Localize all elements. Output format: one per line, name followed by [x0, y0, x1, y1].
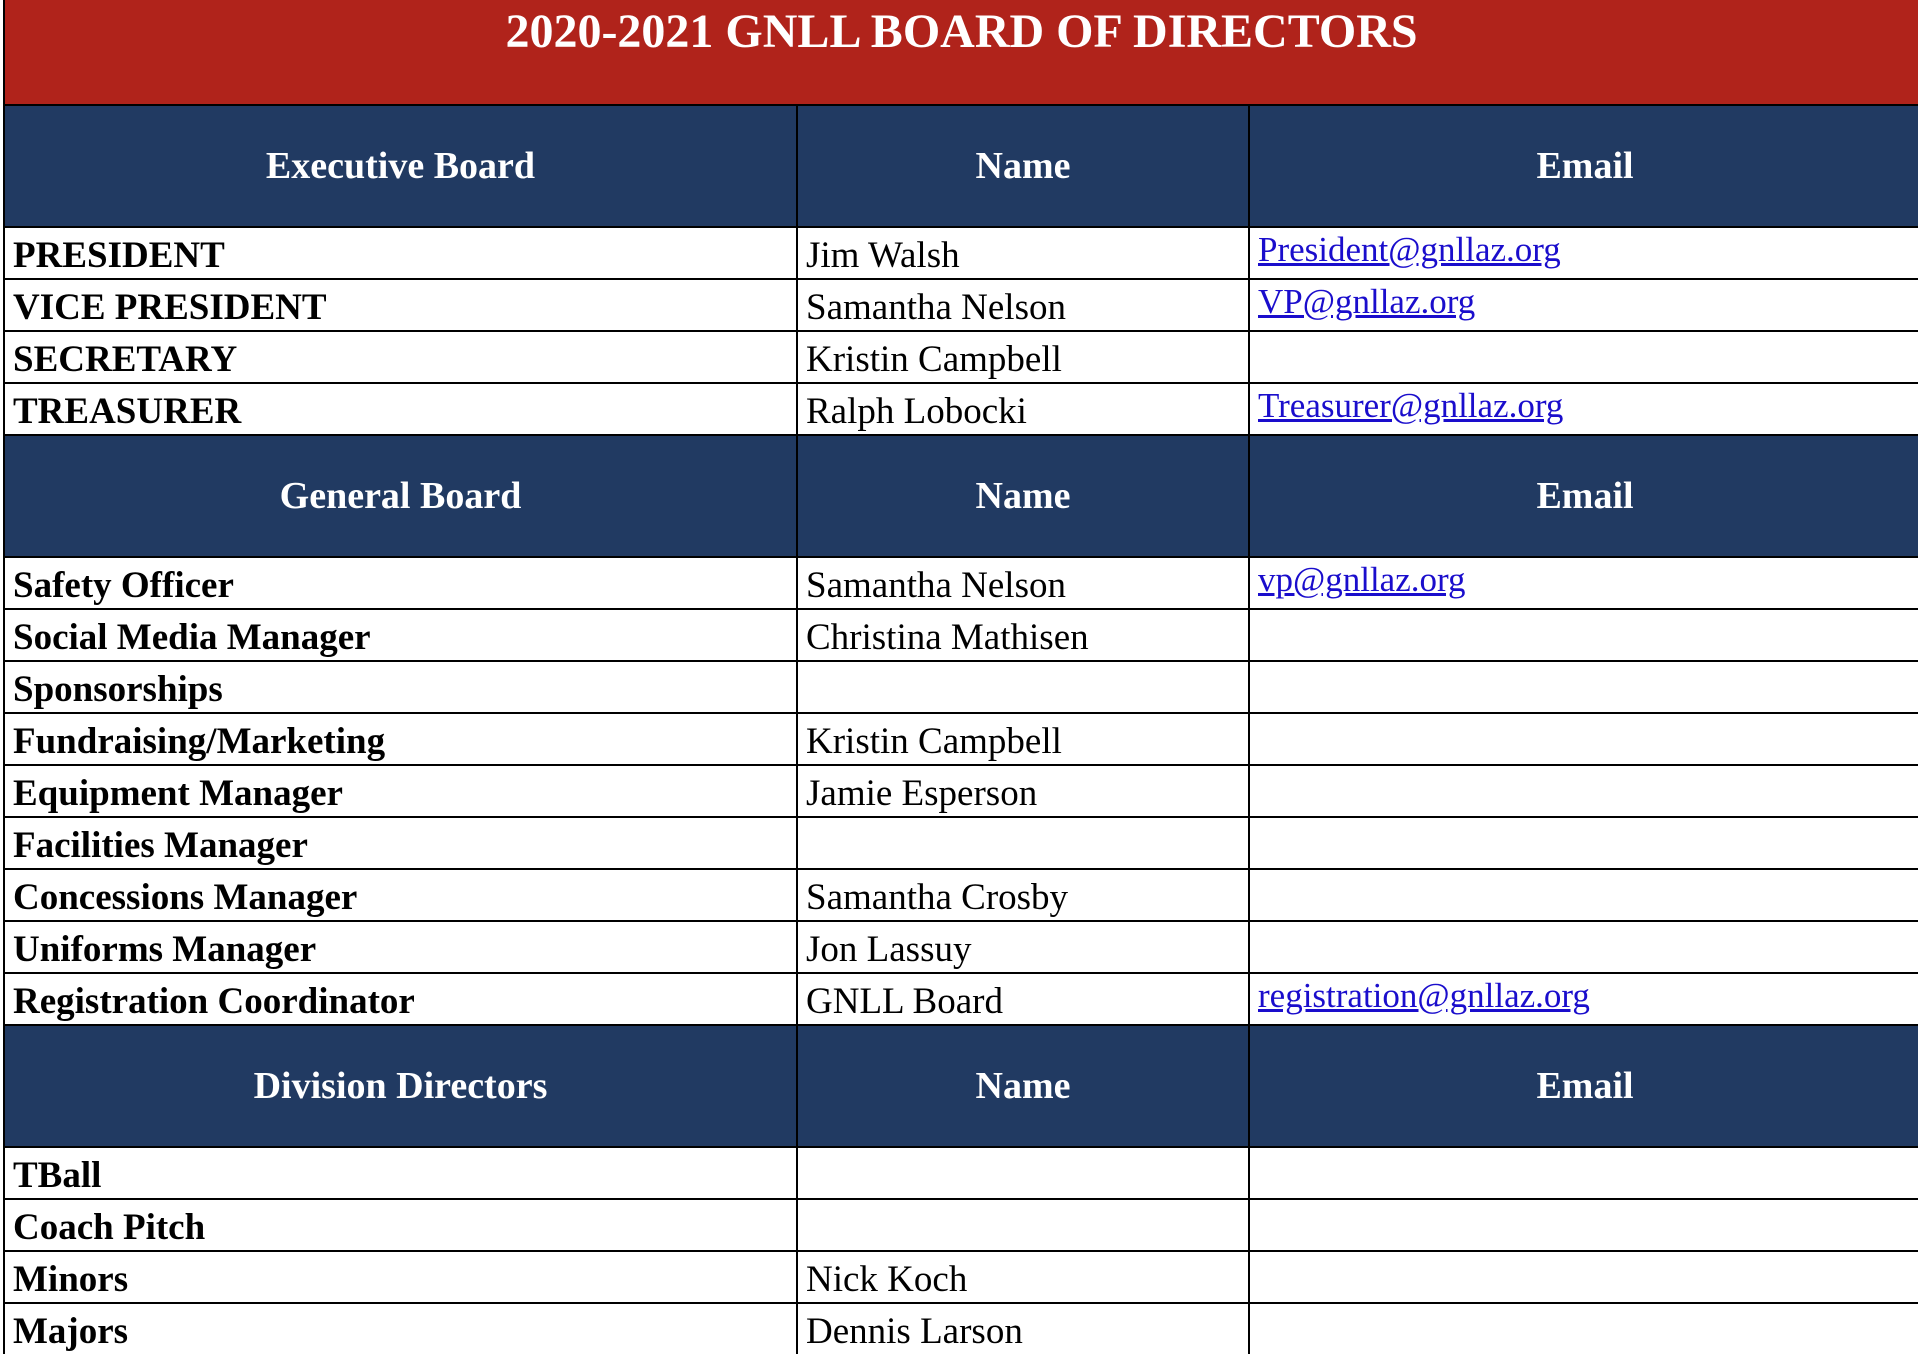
role-cell: Concessions Manager — [4, 869, 797, 921]
email-cell — [1249, 383, 1918, 435]
role-cell: Equipment Manager — [4, 765, 797, 817]
table-row — [4, 1199, 1918, 1251]
name-cell: Ralph Lobocki — [797, 383, 1249, 435]
name-cell: Samantha Nelson — [797, 279, 1249, 331]
section-title: Executive Board — [4, 105, 797, 227]
name-cell: Samantha Crosby — [797, 869, 1249, 921]
email-cell — [1249, 227, 1918, 279]
table-row — [4, 227, 1918, 279]
role-cell: Sponsorships — [4, 661, 797, 713]
name-column-header: Name — [797, 105, 1249, 227]
table-row — [4, 869, 1918, 921]
name-cell — [797, 817, 1249, 869]
role-cell: Majors — [4, 1303, 797, 1354]
email-cell — [1249, 1251, 1918, 1303]
table-row — [4, 713, 1918, 765]
email-cell — [1249, 817, 1918, 869]
email-column-header: Email — [1249, 1025, 1918, 1147]
table-row — [4, 973, 1918, 1025]
email-cell — [1249, 869, 1918, 921]
name-cell: Jamie Esperson — [797, 765, 1249, 817]
name-column-header: Name — [797, 435, 1249, 557]
role-cell: Fundraising/Marketing — [4, 713, 797, 765]
role-cell: Minors — [4, 1251, 797, 1303]
section-header-row — [4, 435, 1918, 557]
table-row — [4, 1251, 1918, 1303]
role-cell: PRESIDENT — [4, 227, 797, 279]
role-cell: Registration Coordinator — [4, 973, 797, 1025]
section-title: Division Directors — [4, 1025, 797, 1147]
role-cell: Coach Pitch — [4, 1199, 797, 1251]
name-cell: Jon Lassuy — [797, 921, 1249, 973]
email-cell — [1249, 765, 1918, 817]
name-cell: Christina Mathisen — [797, 609, 1249, 661]
table-row — [4, 1147, 1918, 1199]
table-row — [4, 765, 1918, 817]
table-row — [4, 1303, 1918, 1354]
role-cell: Uniforms Manager — [4, 921, 797, 973]
email-cell — [1249, 713, 1918, 765]
email-cell — [1249, 1303, 1918, 1354]
email-cell — [1249, 921, 1918, 973]
table-row — [4, 661, 1918, 713]
role-cell: Social Media Manager — [4, 609, 797, 661]
email-link[interactable]: Treasurer@gnllaz.org — [1258, 386, 1564, 425]
email-link[interactable]: President@gnllaz.org — [1258, 230, 1561, 269]
name-cell: Jim Walsh — [797, 227, 1249, 279]
role-cell: TREASURER — [4, 383, 797, 435]
name-column-header: Name — [797, 1025, 1249, 1147]
email-cell — [1249, 973, 1918, 1025]
board-table — [3, 104, 1918, 1354]
email-cell — [1249, 609, 1918, 661]
email-link[interactable]: VP@gnllaz.org — [1258, 282, 1476, 321]
email-cell — [1249, 1199, 1918, 1251]
name-cell — [797, 661, 1249, 713]
page-title: 2020-2021 GNLL BOARD OF DIRECTORS — [3, 0, 1918, 104]
email-link[interactable]: registration@gnllaz.org — [1258, 976, 1590, 1015]
role-cell: VICE PRESIDENT — [4, 279, 797, 331]
name-cell: Nick Koch — [797, 1251, 1249, 1303]
table-row — [4, 383, 1918, 435]
table-row — [4, 921, 1918, 973]
section-title: General Board — [4, 435, 797, 557]
email-cell — [1249, 279, 1918, 331]
email-link[interactable]: vp@gnllaz.org — [1258, 560, 1466, 599]
table-row — [4, 817, 1918, 869]
email-column-header: Email — [1249, 105, 1918, 227]
name-cell: GNLL Board — [797, 973, 1249, 1025]
email-cell — [1249, 557, 1918, 609]
name-cell: Kristin Campbell — [797, 331, 1249, 383]
table-row — [4, 557, 1918, 609]
name-cell: Dennis Larson — [797, 1303, 1249, 1354]
email-cell — [1249, 1147, 1918, 1199]
name-cell — [797, 1199, 1249, 1251]
role-cell: SECRETARY — [4, 331, 797, 383]
email-cell — [1249, 331, 1918, 383]
table-row — [4, 279, 1918, 331]
role-cell: Safety Officer — [4, 557, 797, 609]
name-cell — [797, 1147, 1249, 1199]
section-header-row — [4, 105, 1918, 227]
role-cell: Facilities Manager — [4, 817, 797, 869]
name-cell: Samantha Nelson — [797, 557, 1249, 609]
table-row — [4, 331, 1918, 383]
email-column-header: Email — [1249, 435, 1918, 557]
name-cell: Kristin Campbell — [797, 713, 1249, 765]
email-cell — [1249, 661, 1918, 713]
section-header-row — [4, 1025, 1918, 1147]
table-row — [4, 609, 1918, 661]
role-cell: TBall — [4, 1147, 797, 1199]
